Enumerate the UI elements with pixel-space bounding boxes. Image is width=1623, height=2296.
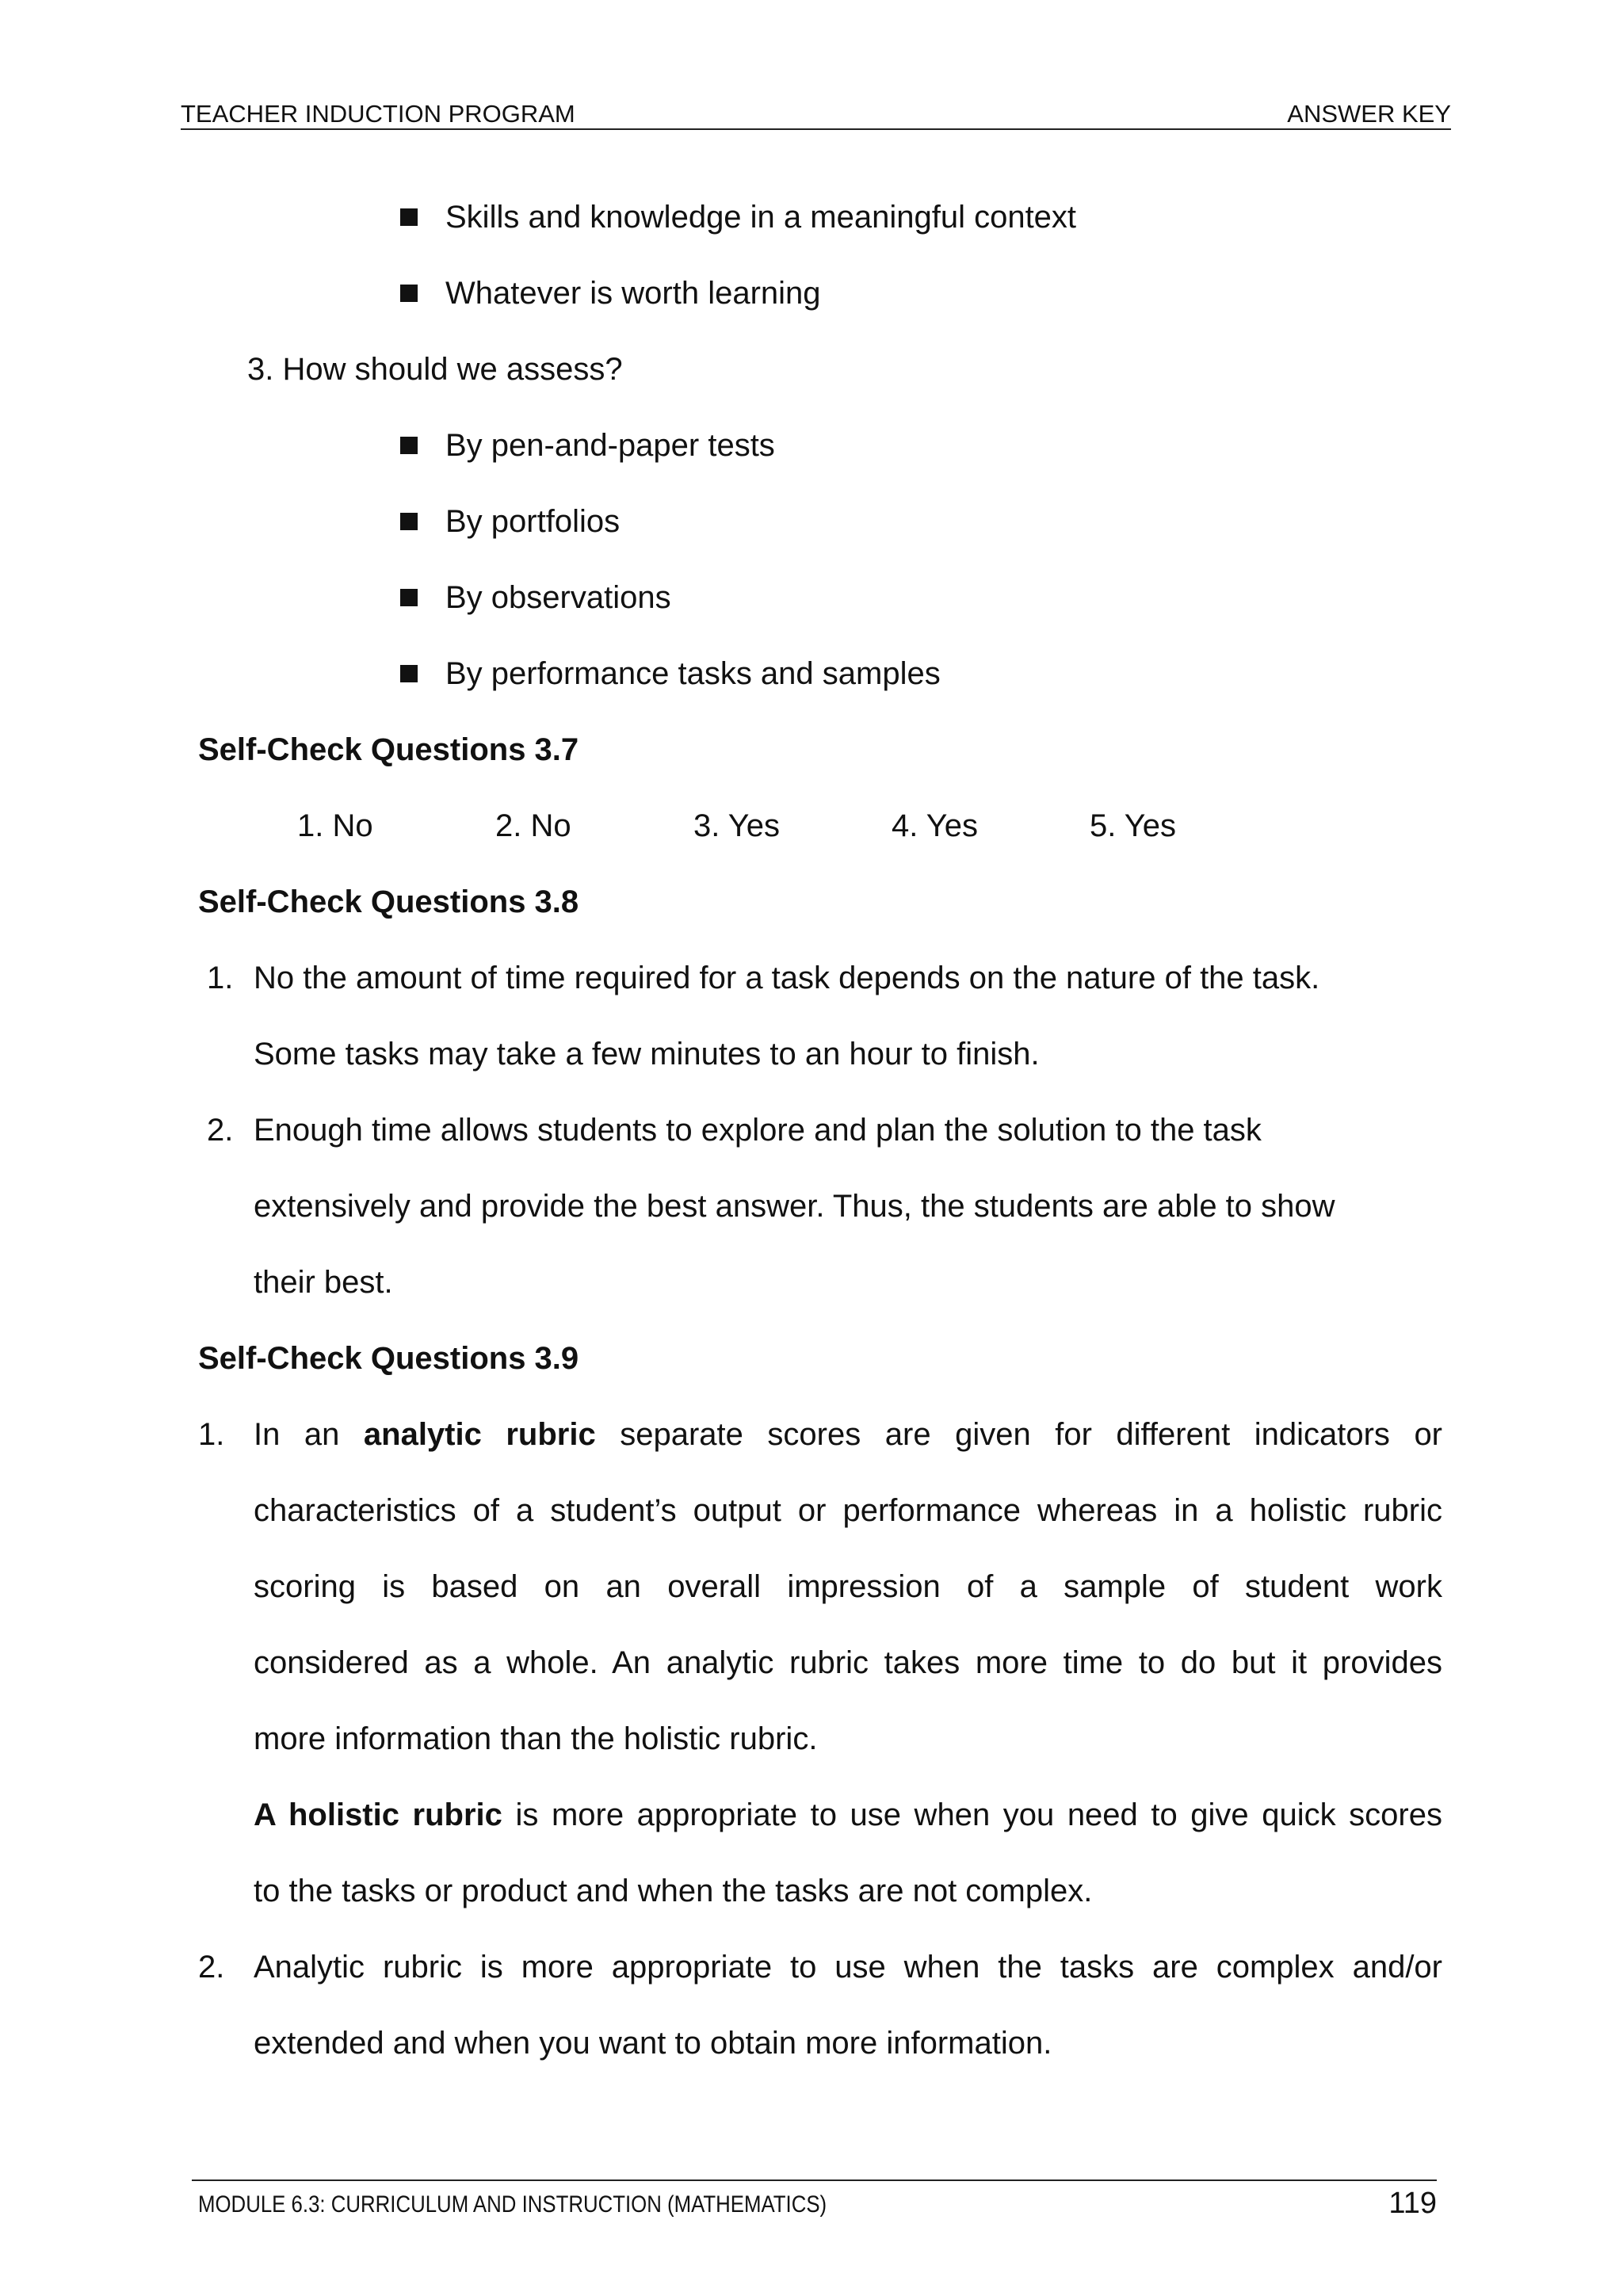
square-bullet-icon	[400, 285, 418, 302]
answer-line: considered as a whole. An analytic rubric takes more time to do but it provides	[254, 1645, 1442, 1680]
answer-line: Analytic rubric is more appropriate to use when the tasks are complex and/or	[254, 1950, 1442, 1985]
page-number: 119	[1388, 2187, 1437, 2220]
answer-line: Some tasks may take a few minutes to an hour to finish.	[254, 1037, 1040, 1072]
bullet-item: Whatever is worth learning	[445, 276, 821, 311]
answer-line: In an analytic rubric separate scores are given for different indicators or	[254, 1417, 1443, 1452]
answer-4: 4. Yes	[892, 808, 979, 843]
answer-2: 2. No	[495, 808, 571, 843]
header-rule	[181, 128, 1451, 130]
item-number: 2.	[198, 1950, 225, 1985]
answer-3: 3. Yes	[693, 808, 781, 843]
answer-line: their best.	[254, 1265, 393, 1300]
square-bullet-icon	[400, 665, 418, 682]
answer-line: extensively and provide the best answer. Thus, the students are able to show	[254, 1189, 1335, 1224]
answer-line: Enough time allows students to explore and plan the solution to the task	[254, 1113, 1262, 1148]
bullet-item: By pen-and-paper tests	[445, 428, 775, 463]
footer-module-title: MODULE 6.3: CURRICULUM AND INSTRUCTION (MATHEMATICS)	[198, 2191, 827, 2218]
bullet-item: By observations	[445, 580, 671, 615]
question-3: 3. How should we assess?	[247, 352, 623, 387]
header-answer-key: ANSWER KEY	[1287, 100, 1451, 128]
header-program-title: TEACHER INDUCTION PROGRAM	[181, 100, 575, 128]
section-heading-3-8: Self-Check Questions 3.8	[198, 884, 579, 919]
square-bullet-icon	[400, 513, 418, 530]
answer-line: A holistic rubric is more appropriate to use when you need to give quick scores	[254, 1797, 1442, 1832]
answer-line: more information than the holistic rubric.	[254, 1721, 818, 1756]
footer-rule	[192, 2179, 1437, 2181]
answer-5: 5. Yes	[1090, 808, 1177, 843]
square-bullet-icon	[400, 589, 418, 606]
square-bullet-icon	[400, 208, 418, 226]
answer-line: characteristics of a student’s output or performance whereas in a holistic rubric	[254, 1493, 1442, 1528]
item-number: 1.	[198, 1417, 225, 1452]
answer-line: to the tasks or product and when the tasks are not complex.	[254, 1874, 1093, 1908]
bullet-item: By portfolios	[445, 504, 621, 539]
section-heading-3-9: Self-Check Questions 3.9	[198, 1341, 579, 1376]
answer-line: No the amount of time required for a task depends on the nature of the task.	[254, 961, 1320, 995]
item-number: 2.	[207, 1113, 234, 1148]
term-holistic-rubric: A holistic rubric	[254, 1797, 502, 1832]
bullet-item: By performance tasks and samples	[445, 656, 941, 691]
term-analytic-rubric: analytic rubric	[363, 1417, 596, 1452]
answer-1: 1. No	[297, 808, 373, 843]
answer-line: extended and when you want to obtain more information.	[254, 2026, 1052, 2061]
answer-line: scoring is based on an overall impression of a sample of student work	[254, 1569, 1442, 1604]
bullet-item: Skills and knowledge in a meaningful context	[445, 200, 1077, 235]
section-heading-3-7: Self-Check Questions 3.7	[198, 732, 579, 767]
square-bullet-icon	[400, 437, 418, 454]
item-number: 1.	[207, 961, 234, 995]
